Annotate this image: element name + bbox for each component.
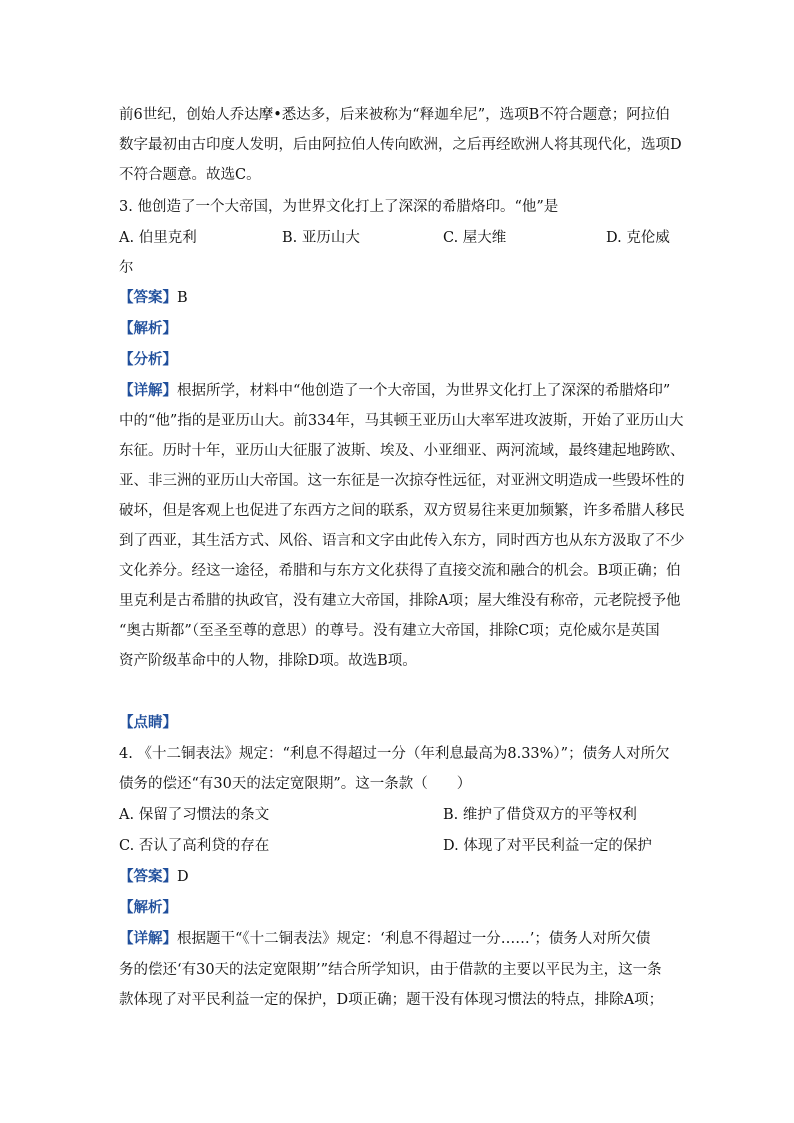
- q4-stem-line-2: 债务的偿还“有30天的法定宽限期”。这一条款（ ）: [119, 776, 472, 792]
- q4-option-c: C. 否认了高利贷的存在: [119, 838, 270, 854]
- q4-detail-line-3: 款体现了对平民利益一定的保护，D项正确；题干没有体现习惯法的特点，排除A项；: [119, 992, 664, 1008]
- q3-detail-line-7: 文化养分。经这一途径，希腊和与东方文化获得了直接交流和融合的机会。B项正确；伯: [119, 563, 681, 579]
- q4-analysis-heading: 【解析】: [119, 900, 177, 916]
- q4-detail-line-1: [119, 929, 650, 949]
- q4-stem-line-1: 4. 《十二铜表法》规定：“利息不得超过一分（年利息最高为8.33%）”；债务人对所欠: [119, 746, 670, 762]
- intro-line-1: 前6世纪，创始人乔达摩•悉达多，后来被称为“释迦牟尼”，选项B不符合题意；阿拉伯: [119, 107, 670, 123]
- q3-option-b: B. 亚历山大: [282, 230, 360, 246]
- q3-option-c: C. 屋大维: [443, 230, 507, 246]
- q4-answer-label: 【答案】: [119, 869, 177, 885]
- q4-answer-value: D: [177, 869, 189, 885]
- q3-detail-line-4: 亚、非三洲的亚历山大帝国。这一东征是一次掠夺性远征，对亚洲文明造成一些毁坏性的: [119, 473, 685, 489]
- q3-detail-line-2: 中的“他”指的是亚历山大。前334年，马其顿王亚历山大率军进攻波斯，开始了亚历山大: [119, 413, 684, 429]
- q3-detail-text-1: 根据所学，材料中“他创造了一个大帝国，为世界文化打上了深深的希腊烙印”: [177, 383, 671, 399]
- q3-detail-line-10: 资产阶级革命中的人物，排除D项。故选B项。: [119, 653, 417, 669]
- q4-detail-heading: 【详解】: [119, 931, 177, 947]
- q3-fenxi-heading: 【分析】: [119, 352, 177, 368]
- q4-analysis-label: [119, 898, 177, 918]
- q3-analysis-label: [119, 319, 177, 339]
- q3-detail-line-9: “奥古斯都”（至圣至尊的意思）的尊号。没有建立大帝国，排除C项；克伦威尔是英国: [119, 623, 660, 639]
- q3-detail-line-6: 到了西亚，其生活方式、风俗、语言和文字由此传入东方，同时西方也从东方汲取了不少: [119, 533, 685, 549]
- q3-answer: [119, 288, 188, 308]
- intro-line-2: 数字最初由古印度人发明，后由阿拉伯人传向欧洲，之后再经欧洲人将其现代化，选项D: [119, 137, 682, 153]
- q4-detail-text-1: 根据题干“《十二铜表法》规定：‘利息不得超过一分……’；债务人对所欠债: [177, 931, 651, 947]
- q3-answer-label: 【答案】: [119, 290, 177, 306]
- q3-detail-line-5: 破坏，但是客观上也促进了东西方之间的联系，双方贸易往来更加频繁，许多希腊人移民: [119, 503, 685, 519]
- q3-option-d: D. 克伦威: [606, 230, 670, 246]
- q4-option-d: D. 体现了对平民利益一定的保护: [443, 838, 652, 854]
- q3-analysis-heading: 【解析】: [119, 321, 177, 337]
- q4-option-b: B. 维护了借贷双方的平等权利: [443, 807, 637, 823]
- q3-dianjing-heading: 【点睛】: [119, 715, 177, 731]
- q3-detail-heading: 【详解】: [119, 383, 177, 399]
- q4-answer: [119, 867, 189, 887]
- q3-fenxi-label: [119, 350, 177, 370]
- q4-option-a: A. 保留了习惯法的条文: [119, 807, 270, 823]
- q4-detail-line-2: 务的偿还‘有30天的法定宽限期’”结合所学知识，由于借款的主要以平民为主，这一条: [119, 962, 662, 978]
- q3-option-d-continued: 尔: [119, 260, 134, 276]
- q3-detail-line-1: [119, 381, 670, 401]
- q3-dianjing: [119, 713, 177, 733]
- q3-stem: 3. 他创造了一个大帝国，为世界文化打上了深深的希腊烙印。“他”是: [119, 199, 559, 215]
- q3-detail-line-3: 东征。历时十年，亚历山大征服了波斯、埃及、小亚细亚、两河流域，最终建起地跨欧、: [119, 443, 685, 459]
- intro-line-3: 不符合题意。故选C。: [119, 167, 261, 183]
- q3-answer-value: B: [177, 290, 188, 306]
- q3-option-a: A. 伯里克利: [119, 230, 197, 246]
- q3-detail-line-8: 里克利是古希腊的执政官，没有建立大帝国，排除A项；屋大维没有称帝，元老院授予他: [119, 593, 681, 609]
